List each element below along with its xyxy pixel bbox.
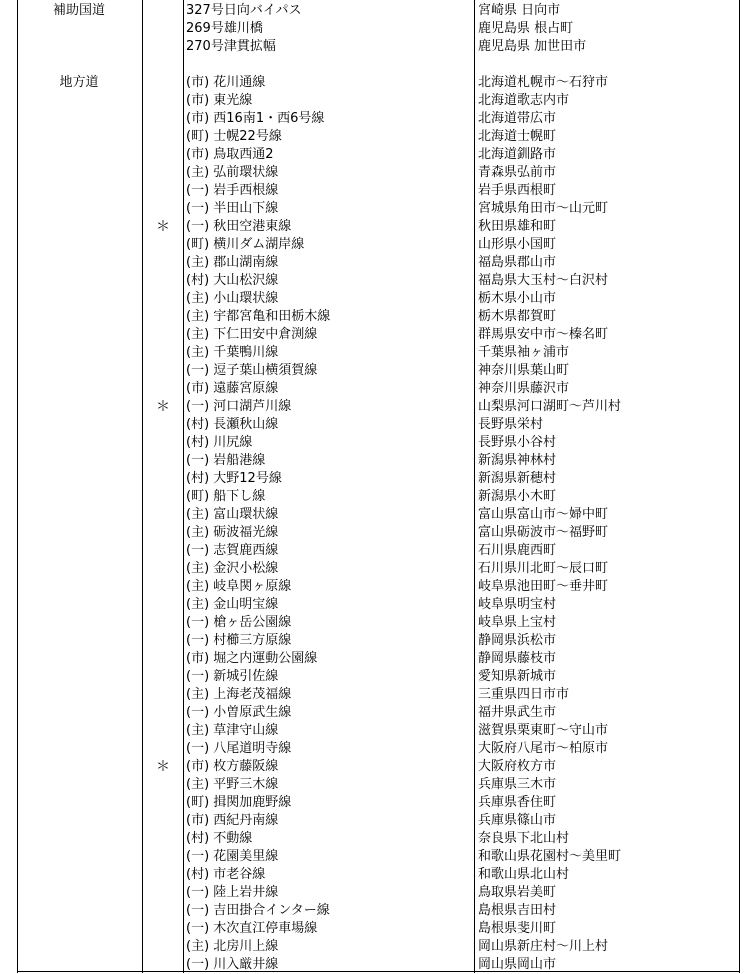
location-cell: 岡山県岡山市	[478, 957, 557, 972]
location-cell: 秋田県雄和町	[478, 219, 557, 234]
table-row	[0, 578, 756, 596]
table-row	[0, 686, 756, 704]
table-row	[0, 290, 756, 308]
route-name-cell: (市) 西紀丹南線	[186, 813, 279, 828]
location-cell: 新潟県神林村	[478, 453, 557, 468]
location-cell: 和歌山県花園村～美里町	[478, 849, 622, 864]
location-cell: 大阪府枚方市	[478, 759, 557, 774]
location-cell: 愛知県新城市	[478, 669, 557, 684]
table-row	[0, 812, 756, 830]
table-row	[0, 866, 756, 884]
table-row	[0, 902, 756, 920]
location-cell: 北海道釧路市	[478, 147, 557, 162]
location-cell: 北海道札幌市～石狩市	[478, 75, 609, 90]
location-cell: 北海道士幌町	[478, 129, 557, 144]
mark-cell: ＊	[156, 219, 170, 235]
location-cell: 静岡県藤枝市	[478, 651, 557, 666]
route-name-cell: (一) 河口湖芦川線	[186, 399, 292, 414]
table-row	[0, 920, 756, 938]
route-name-cell: (主) 富山環状線	[186, 507, 279, 522]
table-row	[0, 416, 756, 434]
table-row	[0, 542, 756, 560]
location-cell: 長野県栄村	[478, 417, 544, 432]
table-row	[0, 830, 756, 848]
table-row	[0, 740, 756, 758]
route-name-cell: (村) 長瀬秋山線	[186, 417, 279, 432]
route-name-cell: 327号日向バイパス	[186, 3, 302, 18]
route-name-cell: (市) 花川通線	[186, 75, 266, 90]
route-name-cell: (村) 不動線	[186, 831, 253, 846]
route-name-cell: (村) 市老谷線	[186, 867, 266, 882]
location-cell: 滋賀県栗東町～守山市	[478, 723, 609, 738]
route-name-cell: (主) 平野三木線	[186, 777, 279, 792]
route-name-cell: (主) 上海老茂福線	[186, 687, 292, 702]
route-name-cell: (一) 岩船港線	[186, 453, 266, 468]
table-row	[0, 848, 756, 866]
route-name-cell: (一) 志賀鹿西線	[186, 543, 279, 558]
location-cell: 神奈川県葉山町	[478, 363, 570, 378]
table-row	[0, 596, 756, 614]
table-row	[0, 2, 756, 20]
mark-cell: ＊	[156, 399, 170, 415]
table-row	[0, 632, 756, 650]
table-row	[0, 308, 756, 326]
route-name-cell: (一) 花園美里線	[186, 849, 279, 864]
route-name-cell: (主) 草津守山線	[186, 723, 279, 738]
table-row	[0, 272, 756, 290]
route-name-cell: (一) 木次直江停車場線	[186, 921, 318, 936]
location-cell: 三重県四日市市	[478, 687, 570, 702]
table-row	[0, 146, 756, 164]
location-cell: 福井県武生市	[478, 705, 557, 720]
location-cell: 新潟県小木町	[478, 489, 557, 504]
route-name-cell: (主) 宇都宮亀和田栃木線	[186, 309, 331, 324]
table-row	[0, 488, 756, 506]
route-name-cell: (町) 横川ダム湖岸線	[186, 237, 305, 252]
table-row	[0, 74, 756, 92]
location-cell: 岐阜県明宝村	[478, 597, 557, 612]
location-cell: 福島県郡山市	[478, 255, 557, 270]
route-name-cell: (主) 小山環状線	[186, 291, 279, 306]
table-row	[0, 650, 756, 668]
route-name-cell: (一) 槍ヶ岳公園線	[186, 615, 292, 630]
table-row	[0, 218, 756, 236]
location-cell: 兵庫県篠山市	[478, 813, 557, 828]
route-name-cell: (一) 半田山下線	[186, 201, 279, 216]
table-row	[0, 938, 756, 956]
table-row	[0, 722, 756, 740]
location-cell: 島根県吉田村	[478, 903, 557, 918]
location-cell: 兵庫県三木市	[478, 777, 557, 792]
table-row	[0, 92, 756, 110]
route-name-cell: (市) 枚方藤阪線	[186, 759, 279, 774]
table-row	[0, 344, 756, 362]
table-row	[0, 956, 756, 974]
route-name-cell: (主) 金山明宝線	[186, 597, 279, 612]
location-cell: 福島県大玉村～白沢村	[478, 273, 609, 288]
route-name-cell: (一) 逗子葉山横須賀線	[186, 363, 318, 378]
location-cell: 神奈川県藤沢市	[478, 381, 570, 396]
location-cell: 石川県川北町～辰口町	[478, 561, 609, 576]
route-name-cell: (一) 新城引佐線	[186, 669, 279, 684]
route-name-cell: (一) 岩手西根線	[186, 183, 279, 198]
route-name-cell: (主) 弘前環状線	[186, 165, 279, 180]
location-cell: 石川県鹿西町	[478, 543, 557, 558]
location-cell: 岡山県新庄村～川上村	[478, 939, 609, 954]
table-row	[0, 704, 756, 722]
location-cell: 山梨県河口湖町～芦川村	[478, 399, 622, 414]
location-cell: 長野県小谷村	[478, 435, 557, 450]
route-name-cell: (村) 川尻線	[186, 435, 253, 450]
route-name-cell: (一) 陸上岩井線	[186, 885, 279, 900]
table-row	[0, 326, 756, 344]
table-row	[0, 236, 756, 254]
table-row	[0, 560, 756, 578]
route-name-cell: (一) 秋田空港東線	[186, 219, 292, 234]
table-row	[0, 776, 756, 794]
route-name-cell: (村) 大山松沢線	[186, 273, 279, 288]
category-label: 補助国道	[52, 3, 105, 18]
mark-cell: ＊	[156, 759, 170, 775]
location-cell: 島根県斐川町	[478, 921, 557, 936]
table-row	[0, 434, 756, 452]
location-cell: 鳥取県岩美町	[478, 885, 557, 900]
route-name-cell: (主) 北房川上線	[186, 939, 279, 954]
route-name-cell: (一) 村櫛三方原線	[186, 633, 292, 648]
route-name-cell: 270号津貫拡幅	[186, 39, 276, 54]
location-cell: 群馬県安中市～榛名町	[478, 327, 609, 342]
table-row	[0, 254, 756, 272]
location-cell: 宮城県角田市～山元町	[478, 201, 609, 216]
table-row	[0, 380, 756, 398]
table-row	[0, 614, 756, 632]
route-name-cell: (主) 金沢小松線	[186, 561, 279, 576]
table-row	[0, 362, 756, 380]
route-name-cell: (市) 東光線	[186, 93, 253, 108]
table-row	[0, 794, 756, 812]
route-name-cell: (市) 西16南1・西6号線	[186, 111, 325, 126]
table-row	[0, 668, 756, 686]
table-row	[0, 758, 756, 776]
route-name-cell: (一) 吉田掛合インター線	[186, 903, 330, 918]
table-row	[0, 164, 756, 182]
location-cell: 北海道帯広市	[478, 111, 557, 126]
location-cell: 鹿児島県 根占町	[478, 21, 574, 36]
location-cell: 奈良県下北山村	[478, 831, 570, 846]
location-cell: 青森県弘前市	[478, 165, 557, 180]
route-name-cell: (町) 士幌22号線	[186, 129, 282, 144]
table-row	[0, 506, 756, 524]
table-row	[0, 182, 756, 200]
route-name-cell: (主) 郡山湖南線	[186, 255, 279, 270]
category-label: 地方道	[59, 75, 99, 90]
table-row	[0, 128, 756, 146]
table-row	[0, 884, 756, 902]
table-row	[0, 470, 756, 488]
route-name-cell: (一) 小曽原武生線	[186, 705, 292, 720]
route-name-cell: 269号雄川橋	[186, 21, 263, 36]
location-cell: 栃木県小山市	[478, 291, 557, 306]
route-name-cell: (一) 八尾道明寺線	[186, 741, 292, 756]
location-cell: 富山県砺波市～福野町	[478, 525, 609, 540]
route-name-cell: (村) 大野12号線	[186, 471, 282, 486]
route-name-cell: (一) 川入厳井線	[186, 957, 279, 972]
location-cell: 大阪府八尾市～柏原市	[478, 741, 609, 756]
location-cell: 山形県小国町	[478, 237, 557, 252]
route-name-cell: (市) 遠藤宮原線	[186, 381, 279, 396]
location-cell: 栃木県都賀町	[478, 309, 557, 324]
location-cell: 富山県富山市～婦中町	[478, 507, 609, 522]
location-cell: 和歌山県北山村	[478, 867, 570, 882]
location-cell: 静岡県浜松市	[478, 633, 557, 648]
table-row	[0, 398, 756, 416]
route-name-cell: (主) 下仁田安中倉渕線	[186, 327, 318, 342]
route-name-cell: (町) 船下し線	[186, 489, 266, 504]
table-row	[0, 38, 756, 56]
location-cell: 鹿児島県 加世田市	[478, 39, 587, 54]
table-row	[0, 524, 756, 542]
location-cell: 千葉県袖ヶ浦市	[478, 345, 570, 360]
location-cell: 兵庫県香住町	[478, 795, 557, 810]
table-row	[0, 20, 756, 38]
location-cell: 北海道歌志内市	[478, 93, 570, 108]
location-cell: 宮崎県 日向市	[478, 3, 561, 18]
location-cell: 新潟県新穂村	[478, 471, 557, 486]
route-name-cell: (市) 鳥取西通2	[186, 147, 274, 162]
route-name-cell: (主) 岐阜関ヶ原線	[186, 579, 292, 594]
table-row	[0, 110, 756, 128]
location-cell: 岐阜県上宝村	[478, 615, 557, 630]
route-name-cell: (主) 砺波福光線	[186, 525, 279, 540]
location-cell: 岐阜県池田町～垂井町	[478, 579, 609, 594]
route-name-cell: (市) 堀之内運動公園線	[186, 651, 318, 666]
table-row	[0, 452, 756, 470]
table-row	[0, 200, 756, 218]
route-name-cell: (町) 揖関加鹿野線	[186, 795, 292, 810]
route-name-cell: (主) 千葉鴨川線	[186, 345, 279, 360]
location-cell: 岩手県西根町	[478, 183, 557, 198]
